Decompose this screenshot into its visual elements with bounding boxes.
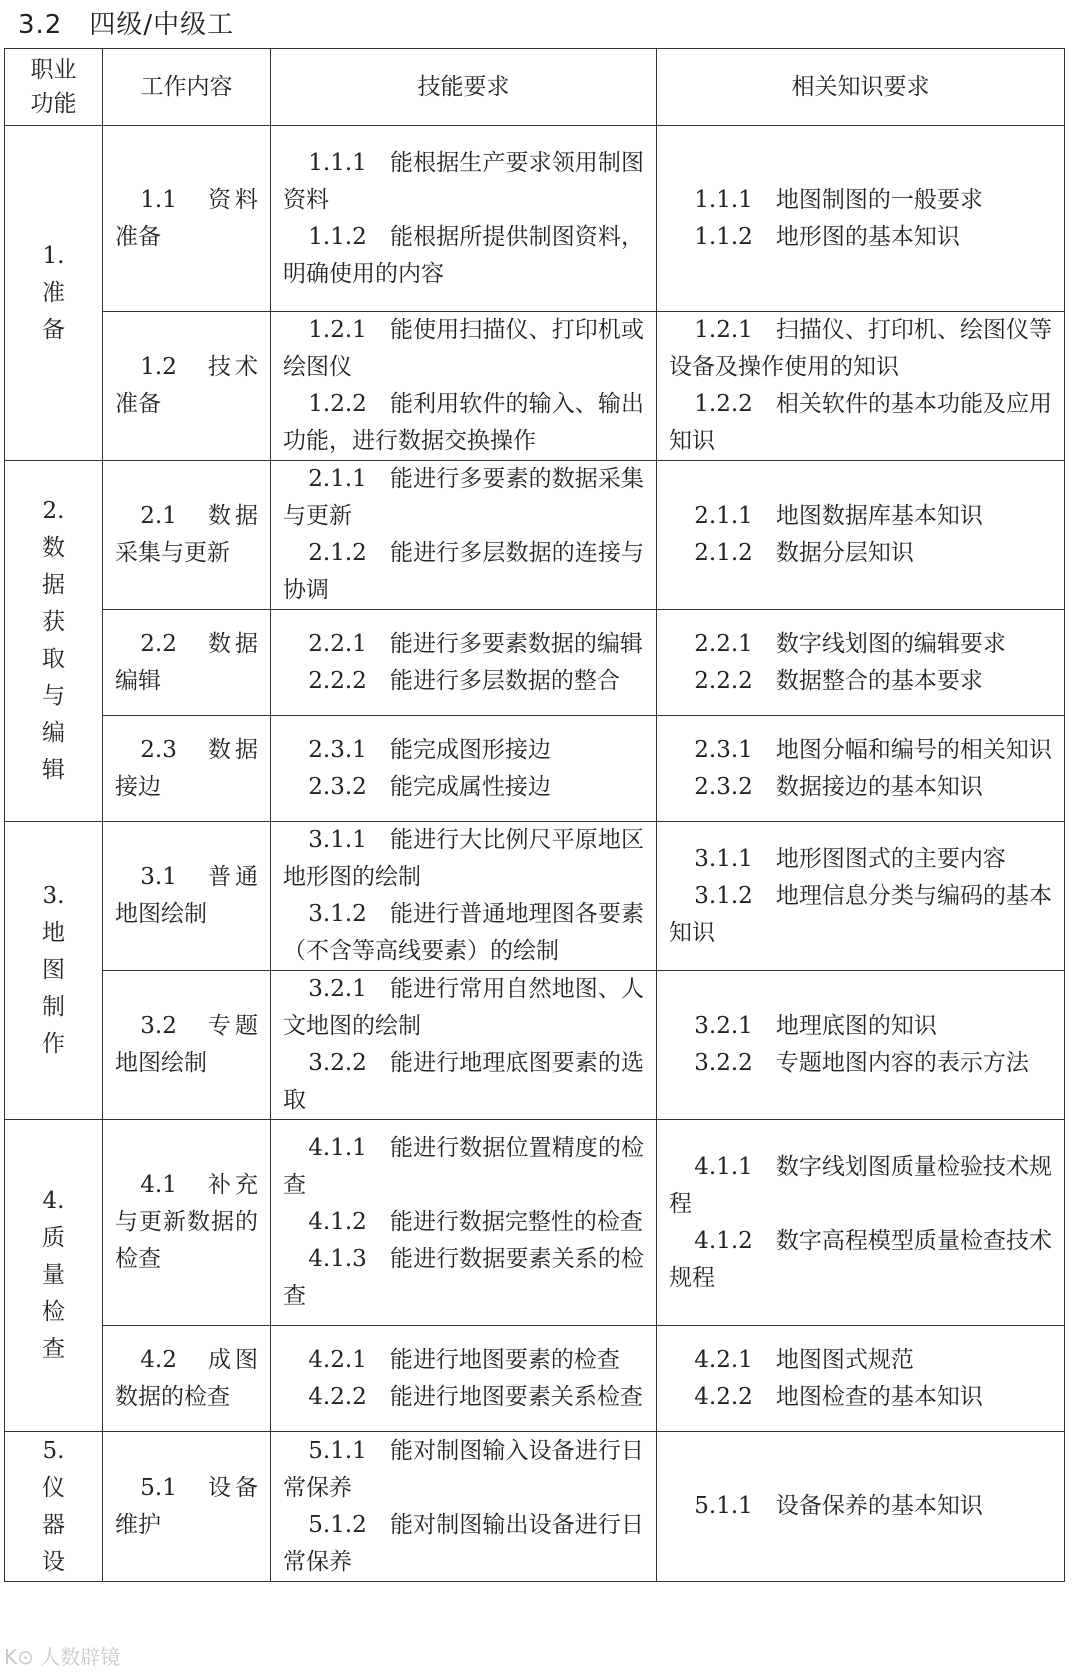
skill-item: 4.1.3 能进行数据要素关系的检查 xyxy=(283,1246,644,1309)
knowledge-item: 2.1.2 数据分层知识 xyxy=(694,540,914,566)
skill-requirements-cell xyxy=(271,971,657,1120)
skill-item: 2.3.1 能完成图形接边 xyxy=(308,736,551,763)
knowledge-item: 3.2.2 专题地图内容的表示方法 xyxy=(694,1050,1029,1076)
knowledge-item: 3.2.1 地理底图的知识 xyxy=(694,1013,937,1039)
skill-item: 1.2.1 能使用扫描仪、打印机或绘图仪 xyxy=(283,317,644,380)
skill-requirements-cell xyxy=(271,610,657,716)
skill-requirements-cell xyxy=(271,1432,657,1582)
skill-item: 2.2.2 能进行多层数据的整合 xyxy=(308,667,620,694)
header-knowledge-requirements: 相关知识要求 xyxy=(657,49,1065,126)
knowledge-item: 2.2.2 数据整合的基本要求 xyxy=(694,667,983,694)
knowledge-requirements-cell xyxy=(657,1120,1065,1326)
table-row xyxy=(5,971,1065,1120)
skill-item: 2.2.1 能进行多要素数据的编辑 xyxy=(308,630,643,657)
table-row xyxy=(5,1326,1065,1432)
knowledge-item: 2.3.1 地图分幅和编号的相关知识 xyxy=(694,736,1052,763)
table-row xyxy=(5,461,1065,610)
skills-table xyxy=(4,48,1065,1582)
work-content-cell: 5.1 设备维护 xyxy=(103,1432,271,1582)
skill-requirements-cell xyxy=(271,1120,657,1326)
skill-requirements-cell xyxy=(271,312,657,461)
header-function: 职业 功能 xyxy=(5,49,103,126)
skill-item: 1.1.2 能根据所提供制图资料，明确使用的内容 xyxy=(283,223,644,287)
skill-item: 5.1.1 能对制图输入设备进行日常保养 xyxy=(283,1437,644,1501)
header-work-content: 工作内容 xyxy=(103,49,271,126)
knowledge-requirements-cell xyxy=(657,126,1065,312)
knowledge-item: 2.2.1 数字线划图的编辑要求 xyxy=(694,630,1006,657)
knowledge-item: 1.1.1 地图制图的一般要求 xyxy=(694,186,983,213)
knowledge-requirements-cell xyxy=(657,716,1065,822)
work-content-cell: 2.1 数据采集与更新 xyxy=(103,461,271,610)
knowledge-requirements-cell xyxy=(657,1326,1065,1432)
knowledge-item: 4.1.1 数字线划图质量检验技术规程 xyxy=(669,1153,1052,1217)
skill-item: 4.2.2 能进行地图要素关系检查 xyxy=(308,1383,643,1410)
skill-item: 4.1.1 能进行数据位置精度的检查 xyxy=(283,1135,644,1198)
function-cell: 4. 质 量 检 查 xyxy=(5,1120,103,1432)
knowledge-requirements-cell xyxy=(657,461,1065,610)
knowledge-item: 2.3.2 数据接边的基本知识 xyxy=(694,773,983,800)
skill-item: 1.2.2 能利用软件的输入、输出功能，进行数据交换操作 xyxy=(283,391,644,454)
knowledge-item: 1.1.2 地形图的基本知识 xyxy=(694,223,960,250)
knowledge-requirements-cell xyxy=(657,822,1065,971)
table-row xyxy=(5,822,1065,971)
table-row xyxy=(5,126,1065,312)
work-content-cell: 4.2 成图数据的检查 xyxy=(103,1326,271,1432)
section-heading: 3.2 四级/中级工 xyxy=(18,10,235,40)
knowledge-requirements-cell xyxy=(657,971,1065,1120)
knowledge-requirements-cell xyxy=(657,610,1065,716)
skill-item: 4.1.2 能进行数据完整性的检查 xyxy=(308,1209,643,1235)
knowledge-item: 4.2.2 地图检查的基本知识 xyxy=(694,1383,983,1410)
skill-requirements-cell xyxy=(271,1326,657,1432)
knowledge-item: 3.1.1 地形图图式的主要内容 xyxy=(694,845,1006,872)
skill-item: 3.2.2 能进行地理底图要素的选取 xyxy=(283,1050,644,1113)
skill-requirements-cell xyxy=(271,716,657,822)
function-cell: 3. 地 图 制 作 xyxy=(5,822,103,1120)
skill-item: 2.1.2 能进行多层数据的连接与协调 xyxy=(283,540,644,603)
knowledge-item: 4.2.1 地图图式规范 xyxy=(694,1346,914,1373)
table-row xyxy=(5,1120,1065,1326)
work-content-cell: 3.2 专题地图绘制 xyxy=(103,971,271,1120)
function-cell: 5. 仪 器 设 xyxy=(5,1432,103,1582)
skill-item: 3.1.1 能进行大比例尺平原地区地形图的绘制 xyxy=(283,827,644,890)
skill-item: 1.1.1 能根据生产要求领用制图资料 xyxy=(283,149,644,213)
function-cell: 2. 数 据 获 取 与 编 辑 xyxy=(5,461,103,822)
knowledge-requirements-cell xyxy=(657,1432,1065,1582)
skill-requirements-cell xyxy=(271,126,657,312)
knowledge-item: 1.2.2 相关软件的基本功能及应用知识 xyxy=(669,391,1052,454)
skill-item: 5.1.2 能对制图输出设备进行日常保养 xyxy=(283,1511,644,1575)
watermark-logo: K⊙ 人数辟镜 xyxy=(4,1645,121,1669)
knowledge-item: 3.1.2 地理信息分类与编码的基本知识 xyxy=(669,882,1052,946)
table-row xyxy=(5,610,1065,716)
knowledge-requirements-cell xyxy=(657,312,1065,461)
table-row xyxy=(5,312,1065,461)
work-content-cell: 3.1 普通地图绘制 xyxy=(103,822,271,971)
knowledge-item: 5.1.1 设备保养的基本知识 xyxy=(694,1493,983,1519)
table-row xyxy=(5,1432,1065,1582)
work-content-cell: 2.3 数据接边 xyxy=(103,716,271,822)
table-header-row xyxy=(5,49,1065,126)
skill-item: 2.1.1 能进行多要素的数据采集与更新 xyxy=(283,466,644,529)
skill-item: 3.2.1 能进行常用自然地图、人文地图的绘制 xyxy=(283,976,644,1039)
function-cell: 1. 准 备 xyxy=(5,126,103,461)
work-content-cell: 2.2 数据编辑 xyxy=(103,610,271,716)
skill-requirements-cell xyxy=(271,461,657,610)
knowledge-item: 1.2.1 扫描仪、打印机、绘图仪等设备及操作使用的知识 xyxy=(669,317,1052,380)
knowledge-item: 4.1.2 数字高程模型质量检查技术规程 xyxy=(669,1227,1052,1291)
skill-item: 4.2.1 能进行地图要素的检查 xyxy=(308,1346,620,1373)
work-content-cell: 1.1 资料准备 xyxy=(103,126,271,312)
work-content-cell: 1.2 技术准备 xyxy=(103,312,271,461)
table-row xyxy=(5,716,1065,822)
skill-item: 2.3.2 能完成属性接边 xyxy=(308,773,551,800)
header-skill-requirements: 技能要求 xyxy=(271,49,657,126)
table-body xyxy=(5,126,1065,1582)
skill-requirements-cell xyxy=(271,822,657,971)
knowledge-item: 2.1.1 地图数据库基本知识 xyxy=(694,503,983,529)
skill-item: 3.1.2 能进行普通地理图各要素（不含等高线要素）的绘制 xyxy=(283,901,644,964)
work-content-cell: 4.1 补充与更新数据的检查 xyxy=(103,1120,271,1326)
